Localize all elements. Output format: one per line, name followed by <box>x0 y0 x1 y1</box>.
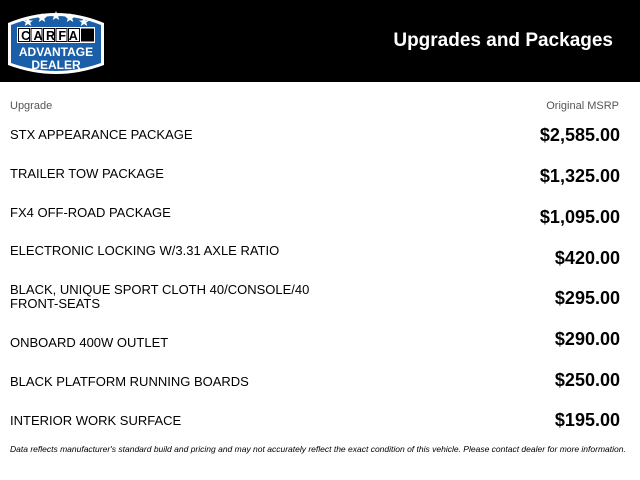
upgrade-price: $250.00 <box>554 370 620 390</box>
upgrade-price: $1,325.00 <box>539 166 620 186</box>
upgrade-price: $1,095.00 <box>539 207 620 227</box>
upgrade-label: FX4 OFF-ROAD PACKAGE <box>10 205 171 220</box>
upgrade-label: ELECTRONIC LOCKING W/3.31 AXLE RATIO <box>10 243 280 258</box>
logo-line2-text: DEALER <box>31 58 81 72</box>
upgrade-label: BLACK, UNIQUE SPORT CLOTH 40/CONSOLE/40 FRONT-SEATS <box>10 282 310 311</box>
msrp-column-header: Original MSRP <box>546 100 619 112</box>
upgrade-label: TRAILER TOW PACKAGE <box>10 166 164 181</box>
upgrade-price: $295.00 <box>554 288 620 308</box>
upgrade-price: $420.00 <box>554 248 620 268</box>
disclaimer-text: Data reflects manufacturer's standard build and pricing and may not accurately reflect the exact condition of this vehicle. Please contact dealer for more information. <box>10 444 626 454</box>
upgrade-price: $2,585.00 <box>539 125 620 145</box>
carfax-advantage-dealer-logo <box>6 5 106 77</box>
upgrade-price: $195.00 <box>554 410 620 430</box>
upgrade-label: STX APPEARANCE PACKAGE <box>10 127 193 142</box>
upgrade-column-header: Upgrade <box>10 100 53 112</box>
upgrade-label: INTERIOR WORK SURFACE <box>10 413 182 428</box>
upgrade-label: BLACK PLATFORM RUNNING BOARDS <box>10 374 249 389</box>
page-header <box>0 0 640 82</box>
upgrade-label: ONBOARD 400W OUTLET <box>10 335 169 350</box>
logo-brand-text: CARFAX <box>21 29 93 43</box>
logo-line1-text: ADVANTAGE <box>18 45 94 59</box>
page-title: Upgrades and Packages <box>393 30 613 51</box>
upgrade-price: $290.00 <box>554 329 620 349</box>
